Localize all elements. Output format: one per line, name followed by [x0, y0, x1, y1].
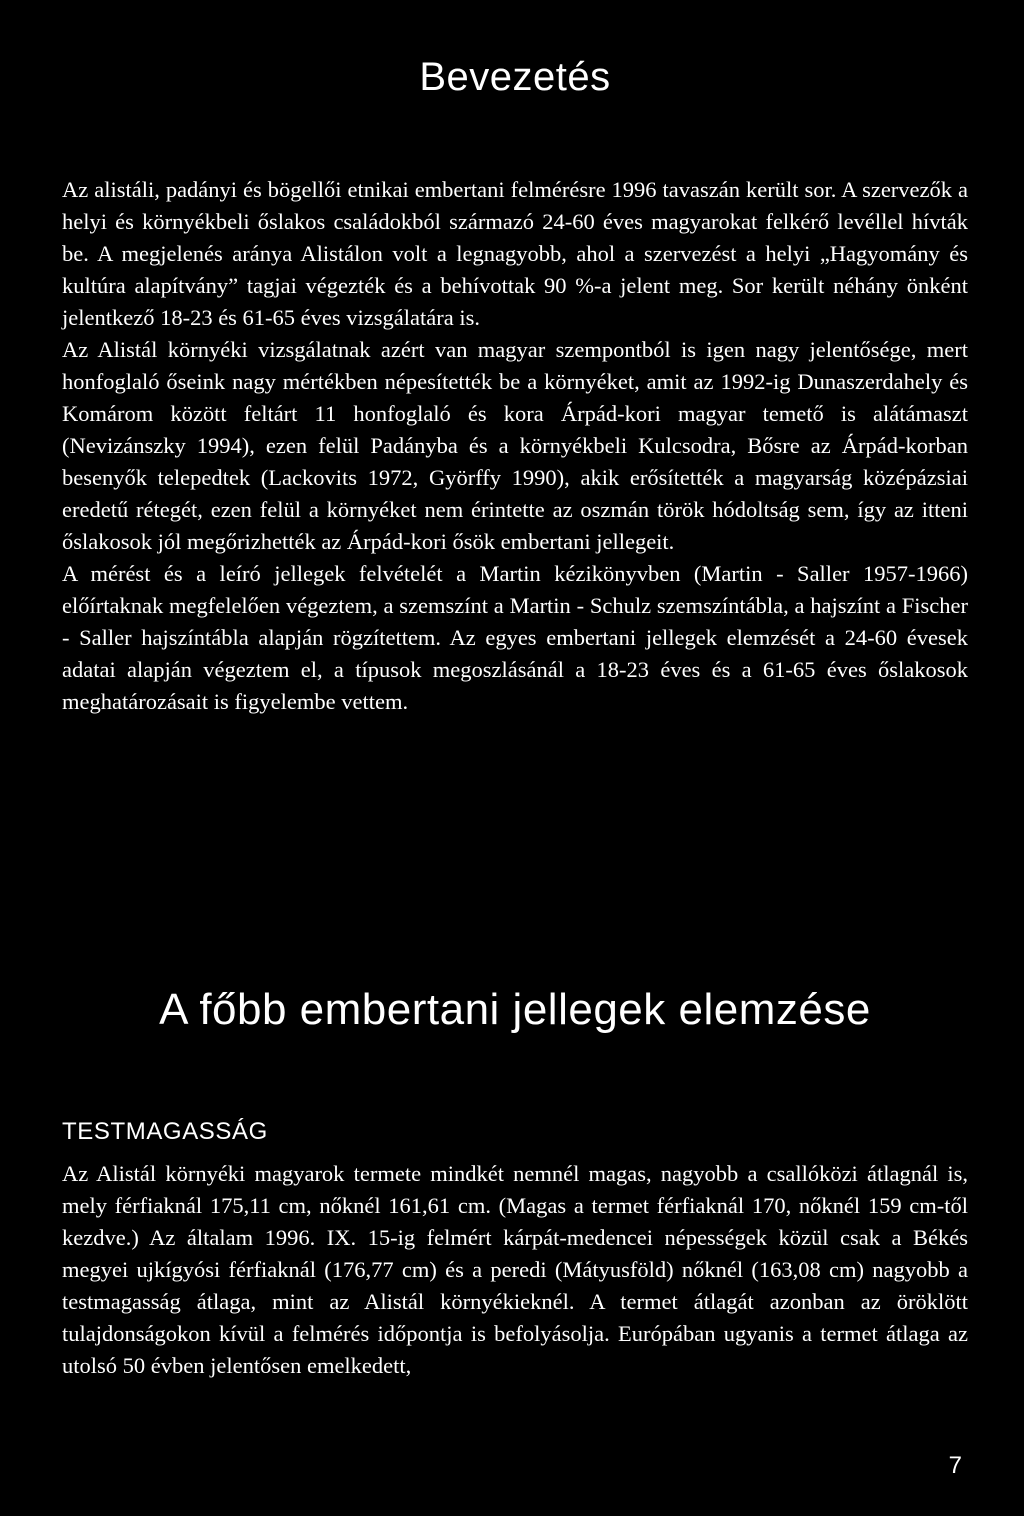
paragraph: Az alistáli, padányi és bögellői etnikai embertani felmérésre 1996 tavaszán került sor. A szervezők a helyi és környékbeli őslakos családokból származó 24-60 éves magyarokat felkérő levéllel hívták be. A megjelenés aránya Alistálon volt a legnagyobb, ahol a szervezést a helyi „Hagyomány és kultúra alapítvány” tagjai végezték és a behívottak 90 %-a jelent meg. Sor került néhány önként jelentkező 18-23 és 61-65 éves vizsgálatára is.	[62, 177, 968, 330]
paragraph: Az Alistál környéki magyarok termete mindkét nemnél magas, nagyobb a csallóközi átlagnál is, mely férfiaknál 175,11 cm, nőknél 161,61 cm. (Magas a termet férfiaknál 170, nőknél 159 cm-től kezdve.) Az általam 1996. IX. 15-ig felmért kárpát-medencei népességek közül csak a Békés megyei ujkígyósi férfiaknál (176,77 cm) és a peredi (Mátyusföld) nőknél (163,08 cm) nagyobb a testmagasság átlaga, mint az Alistál környékieknél. A termet átlagát azonban az öröklött tulajdonságokon kívül a felmérés időpontja is befolyásolja. Európában ugyanis a termet átlaga az utolsó 50 évben jelentősen emelkedett,	[62, 1161, 968, 1378]
height-text-block	[62, 1158, 968, 1382]
intro-text-block	[62, 174, 968, 718]
paragraph: A mérést és a leíró jellegek felvételét a Martin kézikönyvben (Martin - Saller 1957-1966) előírtaknak megfelelően végeztem, a szemszínt a Martin - Schulz szemszíntábla, a hajszínt a Fischer - Saller hajszíntábla alapján rögzítettem. Az egyes embertani jellegek elemzését a 24-60 évesek adatai alapján végeztem el, a típusok megoszlásánál a 18-23 éves és a 61-65 éves őslakosok meghatározásait is figyelembe vettem.	[62, 561, 968, 714]
document-page	[62, 0, 968, 1516]
paragraph: Az Alistál környéki vizsgálatnak azért van magyar szempontból is igen nagy jelentősége, mert honfoglaló őseink nagy mértékben népesítették be a környéket, amit az 1992-ig Dunaszerdahely és Komárom között feltárt 11 honfoglaló és kora Árpád-kori magyar temető is alátámaszt (Nevizánszky 1994), ezen felül Padányba és a környékbeli Kulcsodra, Bősre az Árpád-korban besenyők telepedtek (Lackovits 1972, Györffy 1990), akik erősítették a magyarság középázsiai eredetű rétegét, ezen felül a környéket nem érintette az oszmán török hódoltság sem, így az itteni őslakosok jól megőrizhették az Árpád-kori ősök embertani jellegeit.	[62, 337, 968, 554]
subheading-testmagassag: TESTMAGASSÁG	[62, 1118, 268, 1145]
section-title-jellegek: A főbb embertani jellegek elemzése	[159, 985, 871, 1034]
page-number: 7	[948, 1452, 962, 1479]
section-title-bevezetes: Bevezetés	[419, 55, 611, 99]
